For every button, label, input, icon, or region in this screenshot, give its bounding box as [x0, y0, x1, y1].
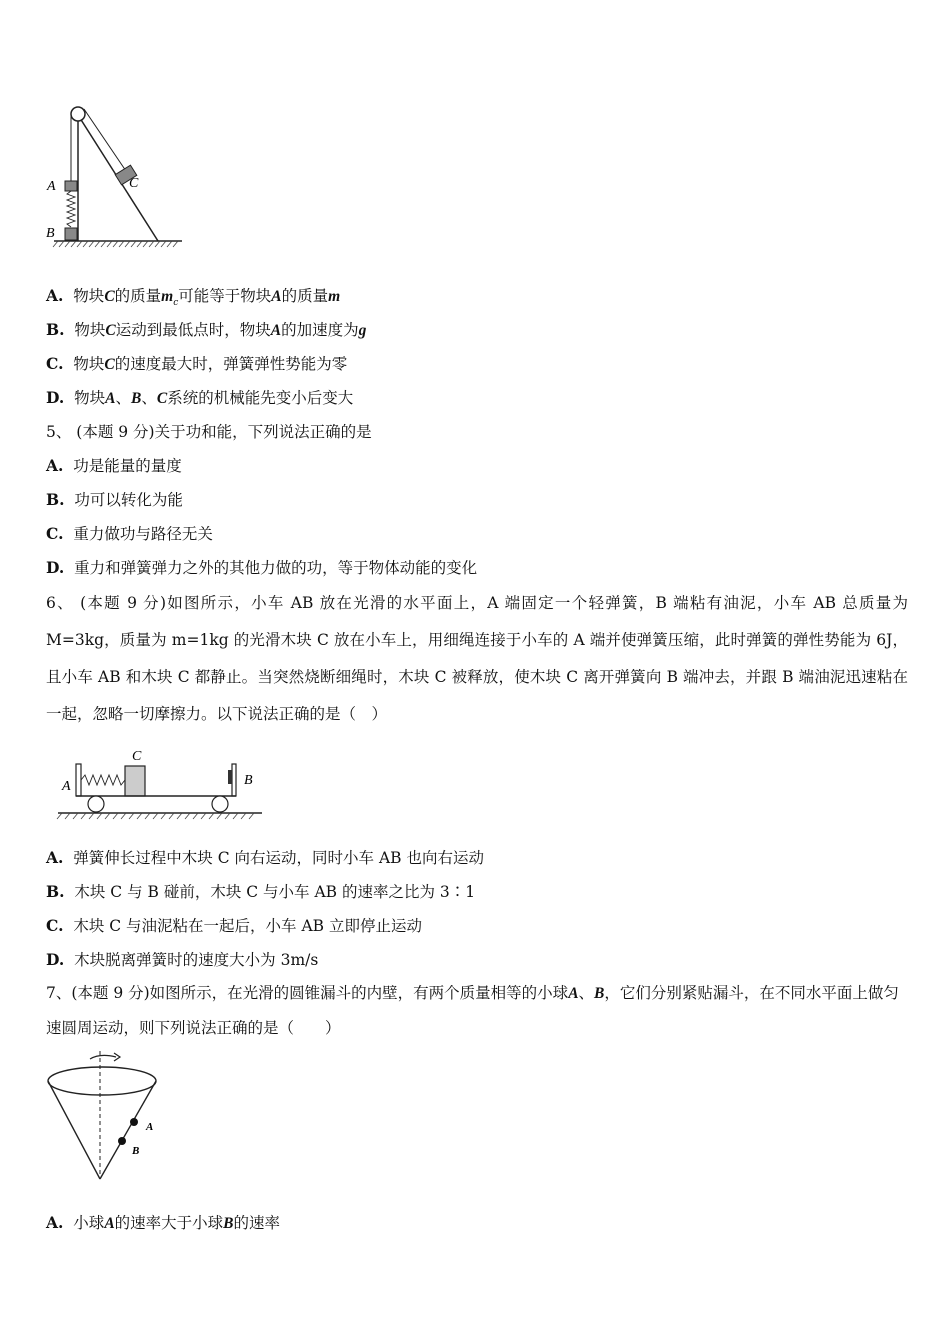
q7-option-a: A. 小球A的速率大于小球B的速率: [46, 1213, 281, 1232]
figure3-label-b: B: [132, 1145, 140, 1157]
q5-option-b: B. 功可以转化为能: [46, 490, 183, 509]
figure3-label-a: A: [146, 1121, 154, 1133]
figure2-label-c: C: [132, 749, 142, 764]
q5-option-c: C. 重力做功与路径无关: [46, 524, 213, 543]
q6-option-a: A. 弹簧伸长过程中木块 C 向右运动，同时小车 AB 也向右运动: [46, 848, 484, 867]
figure1-label-a: A: [47, 179, 56, 194]
q6-option-d: D. 木块脱离弹簧时的速度大小为 3m/s: [46, 950, 319, 969]
q6-stem: 6、 (本题 9 分)如图所示，小车 AB 放在光滑的水平面上，A 端固定一个轻弹簧，B 端粘有油泥，小车 AB 总质量为 M=3kg，质量为 m=1kg 的光滑木块 C 放在小车上，用细绳连接于小车的 A 端并使弹簧压缩，此时弹簧的弹性势能为 6J，且小车 AB 和木块 C 都静止。当突然烧断细绳时，木块 C 被释放，使木块 C 离开弹簧向 B 端冲去，并跟 B 端油泥迅速粘在一起，忽略一切摩擦力。以下说法正确的是（ ）: [46, 594, 908, 723]
q4-option-c: C. 物块C的速度最大时，弹簧弹性势能为零: [46, 354, 348, 373]
q5-option-a: A. 功是能量的量度: [46, 456, 182, 475]
q6-option-c: C. 木块 C 与油泥粘在一起后，小车 AB 立即停止运动: [46, 916, 422, 935]
figure-cart-spring: [52, 742, 272, 822]
figure2-label-b: B: [244, 773, 253, 788]
figure-cone-funnel: [42, 1045, 172, 1185]
q5-option-d: D. 重力和弹簧弹力之外的其他力做的功，等于物体动能的变化: [46, 558, 478, 577]
q6-option-b: B. 木块 C 与 B 碰前，木块 C 与小车 AB 的速率之比为 3∶1: [46, 882, 476, 901]
figure1-label-c: C: [129, 176, 139, 191]
figure2-label-a: A: [62, 779, 71, 794]
q4-option-b: B. 物块C运动到最低点时，物块A的加速度为g: [46, 320, 367, 339]
q7-stem: 7、(本题 9 分)如图所示，在光滑的圆锥漏斗的内壁，有两个质量相等的小球A、B，它们分别紧贴漏斗，在不同水平面上做匀速圆周运动，则下列说法正确的是（ ）: [46, 984, 899, 1037]
q5-stem: 5、 (本题 9 分)关于功和能，下列说法正确的是: [46, 423, 372, 441]
figure-pulley-spring: [40, 95, 190, 255]
q4-option-d: D. 物块A、B、C系统的机械能先变小后变大: [46, 388, 354, 407]
q4-option-a: A. 物块C的质量$m_c$可能等于物块A的质量m: [46, 286, 341, 309]
figure1-label-b: B: [46, 226, 55, 241]
